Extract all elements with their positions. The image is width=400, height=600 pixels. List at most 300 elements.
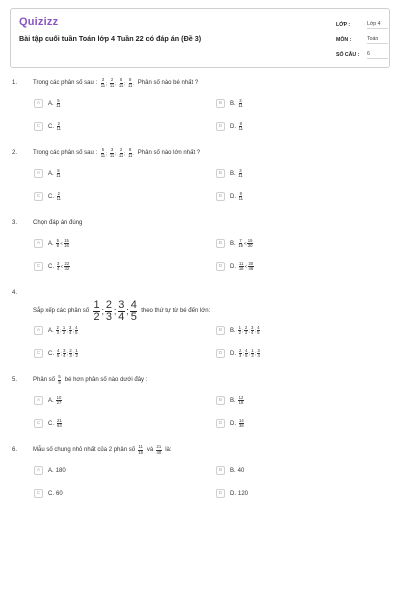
denominator: 63 [56, 423, 62, 429]
fraction [257, 349, 260, 358]
option-a[interactable] [34, 466, 66, 475]
option-label [230, 239, 253, 248]
denominator: 16 [238, 243, 243, 249]
fraction [57, 122, 61, 131]
option-box[interactable]: D [216, 419, 225, 428]
option-letter: A. [48, 240, 54, 247]
option-letter: A. [48, 397, 54, 404]
numerator: 3 [251, 325, 254, 330]
denominator: 9 [58, 379, 61, 385]
denominator: 11 [118, 152, 124, 158]
fraction [238, 99, 242, 108]
option-b[interactable] [216, 466, 244, 475]
question-6 [12, 445, 388, 455]
fraction [251, 326, 254, 335]
numerator: 2 [119, 147, 123, 153]
fraction [110, 78, 114, 87]
fraction [238, 326, 241, 335]
question-number: 6. [12, 447, 18, 453]
denominator: 11 [238, 126, 243, 132]
denominator: 18 [238, 400, 244, 406]
option-box[interactable]: A [34, 396, 43, 405]
meta-class-value: Lớp 4 [367, 21, 388, 29]
denominator: 40 [156, 449, 162, 455]
denominator: 11 [109, 82, 115, 88]
fraction [118, 300, 125, 323]
denominator: 5 [257, 330, 260, 336]
option-box[interactable]: D [216, 349, 225, 358]
meta-count-row [336, 47, 388, 62]
denominator: 3 [105, 310, 112, 323]
option-letter: C. [48, 123, 54, 130]
option-box[interactable]: C [34, 122, 43, 131]
numerator: 1 [93, 298, 100, 311]
option-box[interactable]: B [216, 99, 225, 108]
option-letter: D. [230, 490, 236, 497]
option-box[interactable]: D [216, 262, 225, 271]
question-number: 4. [12, 290, 18, 296]
numerator: 3 [63, 348, 66, 353]
denominator: 5 [56, 353, 60, 359]
numerator: 5 [57, 98, 60, 103]
denominator: 30 [247, 243, 253, 249]
fraction [56, 396, 61, 405]
option-label: A. $\frac{2}{3}$ ; $\frac{1}{2}$ ; $\frac{3}{4}$ ; $\frac{4}{5}$ [48, 325, 78, 336]
relation: < [244, 264, 248, 270]
denominator: 11 [127, 152, 133, 158]
numerator: 8 [239, 121, 242, 126]
fraction [247, 239, 252, 248]
numerator: 1 [75, 348, 78, 353]
numerator: 3 [118, 298, 125, 311]
option-letter: B. [230, 170, 236, 177]
numerator: 5 [119, 77, 123, 83]
option-letter: B. [230, 327, 236, 334]
fraction [57, 419, 62, 428]
fraction [69, 326, 72, 335]
numerator: 21 [156, 444, 162, 450]
option-box[interactable]: C [34, 349, 43, 358]
fraction [239, 419, 244, 428]
option-label [230, 169, 243, 178]
option-label [230, 396, 244, 405]
fraction [93, 300, 100, 323]
option-d[interactable] [216, 349, 261, 358]
denominator: 11 [109, 152, 115, 158]
denominator: 3 [238, 353, 242, 359]
option-label [230, 262, 254, 271]
option-letter: D. [230, 193, 236, 200]
fraction [128, 78, 132, 87]
option-box[interactable]: C [34, 192, 43, 201]
numerator: 3 [69, 325, 72, 330]
numerator: 3 [56, 261, 60, 266]
numerator: 30 [248, 261, 254, 266]
option-d[interactable] [216, 192, 244, 201]
option-letter: D. [230, 263, 236, 270]
meta-subject-row [336, 32, 388, 47]
question-1 [12, 78, 388, 88]
denominator: 5 [245, 353, 248, 359]
option-value: 40 [237, 467, 245, 474]
option-c[interactable] [34, 489, 63, 498]
option-label: D. $\frac{2}{3}$ ; $\frac{4}{5}$ ; $\frac{1}{2}$ ; $\frac{3}{4}$ [230, 348, 260, 359]
option-d[interactable] [216, 419, 245, 428]
worksheet-header [10, 8, 390, 68]
denominator: 16 [64, 243, 69, 249]
numerator: 8 [128, 77, 132, 83]
option-label [48, 122, 62, 131]
fraction [244, 326, 247, 335]
option-letter: C. [48, 263, 54, 270]
fraction [64, 262, 69, 271]
option-label [230, 468, 244, 474]
fraction-list: $\frac{1}{2}$ ; $\frac{2}{3}$ ; $\frac{3}{4}$ ; $\frac{4}{5}$ [93, 298, 137, 323]
numerator: 3 [101, 77, 105, 83]
worksheet-title: Bài tập cuối tuần Toán lớp 4 Tuần 22 có đáp án (Đề 3) [19, 34, 202, 43]
denominator: 11 [238, 103, 243, 109]
denominator: 27 [56, 400, 62, 406]
option-label [48, 99, 61, 108]
fraction [63, 349, 66, 358]
denominator: 11 [56, 103, 61, 109]
option-c[interactable] [34, 349, 79, 358]
numerator: 4 [257, 325, 260, 330]
denominator: 2 [238, 330, 241, 336]
fraction [101, 78, 105, 87]
option-letter: D. [230, 420, 236, 427]
question-text-before: Mẫu số chung nhỏ nhất của 2 phân số [33, 447, 136, 453]
fraction [75, 326, 78, 335]
question-text-mid: và [146, 447, 154, 453]
question-text: Chọn đáp án đúng [33, 220, 83, 226]
numerator: 4 [245, 348, 248, 353]
numerator: 5 [58, 374, 61, 380]
fraction [58, 375, 61, 384]
fraction [138, 445, 143, 454]
option-letter: B. [230, 100, 236, 107]
option-label [230, 122, 244, 131]
meta-count-value: 6 [367, 51, 388, 59]
numerator: 2 [238, 348, 242, 353]
worksheet-meta [336, 17, 388, 62]
fraction [69, 349, 72, 358]
option-label [48, 262, 70, 271]
question-text [33, 445, 172, 454]
denominator: 11 [238, 173, 243, 179]
option-label [48, 419, 63, 428]
numerator: 14 [238, 418, 244, 423]
option-letter: C. [48, 193, 54, 200]
numerator: 11 [238, 261, 244, 266]
denominator: 32 [64, 266, 70, 272]
option-box[interactable]: D [216, 192, 225, 201]
numerator: 2 [110, 77, 114, 83]
numerator: 21 [56, 418, 62, 423]
fraction [56, 99, 60, 108]
denominator: 2 [93, 310, 100, 323]
meta-count-label: SỐ CÂU : [336, 51, 360, 58]
fraction [238, 239, 243, 248]
numerator: 4 [130, 298, 137, 311]
option-box[interactable]: C [34, 262, 43, 271]
option-label [230, 192, 244, 201]
fraction [101, 148, 105, 157]
question-text-before: Trong các phân số sau : [33, 80, 98, 86]
fraction-list: $\frac{3}{11}$ ; $\frac{2}{11}$ ; $\frac{5}{11}$ ; $\frac{8}{11}$ . [100, 77, 135, 88]
denominator: 3 [69, 353, 72, 359]
fraction [130, 300, 137, 323]
option-box[interactable]: C [34, 419, 43, 428]
numerator: 4 [75, 325, 78, 330]
option-c[interactable] [34, 262, 70, 271]
option-box[interactable]: B [216, 466, 225, 475]
question-2 [12, 148, 388, 158]
option-c[interactable] [34, 419, 63, 428]
option-a[interactable] [34, 239, 70, 248]
fraction [251, 349, 254, 358]
numerator: 8 [128, 147, 132, 153]
numerator: 2 [57, 191, 60, 196]
fraction [257, 326, 260, 335]
option-letter: C. [48, 420, 54, 427]
denominator: 11 [127, 82, 133, 88]
fraction [239, 262, 244, 271]
denominator: 5 [75, 330, 78, 336]
denominator: 11 [118, 82, 124, 88]
numerator: 7 [239, 238, 242, 243]
fraction [75, 349, 78, 358]
numerator: 8 [239, 191, 242, 196]
option-value: 60 [56, 490, 63, 497]
denominator: 11 [56, 126, 61, 132]
numerator: 3 [239, 98, 242, 103]
option-box[interactable]: B [216, 326, 225, 335]
relation: < [60, 241, 63, 247]
numerator: 12 [238, 395, 244, 400]
fraction [110, 148, 114, 157]
fraction [245, 349, 248, 358]
numerator: 2 [56, 325, 59, 330]
denominator: 16 [138, 449, 143, 455]
option-box[interactable]: B [216, 169, 225, 178]
numerator: 15 [247, 238, 253, 243]
denominator: 11 [100, 82, 106, 88]
fraction [248, 262, 253, 271]
numerator: 1 [238, 325, 241, 330]
option-c[interactable] [34, 192, 62, 201]
numerator: 15 [64, 238, 69, 243]
option-label [230, 99, 243, 108]
question-number: 2. [12, 150, 18, 156]
option-b[interactable] [216, 169, 243, 178]
question-number: 3. [12, 220, 18, 226]
option-d[interactable] [216, 122, 244, 131]
question-text [33, 375, 147, 384]
option-label [48, 491, 63, 497]
denominator: 16 [238, 266, 244, 272]
fraction [156, 445, 161, 454]
fraction [128, 148, 132, 157]
option-letter: A. [48, 467, 54, 474]
fraction [105, 300, 112, 323]
fraction [62, 326, 65, 335]
fraction [239, 122, 243, 131]
denominator: 36 [238, 423, 244, 429]
question-text [33, 148, 200, 157]
denominator: 8 [56, 243, 59, 249]
option-label [48, 239, 70, 248]
numerator: 5 [101, 147, 105, 153]
numerator: 2 [69, 348, 72, 353]
numerator: 22 [64, 261, 70, 266]
denominator: 4 [63, 353, 66, 359]
denominator: 4 [251, 330, 254, 336]
option-letter: C. [48, 350, 54, 357]
fraction [239, 192, 243, 201]
option-value: 120 [238, 490, 249, 497]
option-label: C. $\frac{4}{5}$ ; $\frac{3}{4}$ ; $\frac{2}{3}$ ; $\frac{1}{2}$ [48, 348, 78, 359]
denominator: 11 [100, 152, 106, 158]
question-text-after: Phân số nào bé nhất ? [137, 80, 199, 86]
question-text-before: Trong các phân số sau : [33, 150, 98, 156]
option-c[interactable] [34, 122, 62, 131]
denominator: 4 [257, 353, 260, 359]
option-box[interactable]: B [216, 396, 225, 405]
option-label [230, 419, 245, 428]
option-a[interactable] [34, 99, 61, 108]
denominator: 11 [56, 196, 61, 202]
fraction [57, 349, 60, 358]
option-label: B. $\frac{1}{2}$ ; $\frac{2}{3}$ ; $\frac{3}{4}$ ; $\frac{4}{5}$ [230, 325, 260, 336]
option-box[interactable]: A [34, 466, 43, 475]
option-box[interactable]: A [34, 326, 43, 335]
option-letter: B. [230, 397, 236, 404]
question-text-after: Phân số nào lớn nhất ? [137, 150, 201, 156]
quizizz-logo: Quizizz [19, 16, 59, 28]
numerator: 11 [138, 444, 143, 450]
option-letter: A. [48, 327, 54, 334]
question-text [33, 78, 198, 87]
option-b[interactable] [216, 239, 253, 248]
denominator: 2 [75, 353, 78, 359]
option-letter: D. [230, 350, 236, 357]
question-text-after: là: [165, 447, 172, 453]
numerator: 4 [56, 348, 60, 353]
denominator: 5 [130, 310, 137, 323]
denominator: 48 [248, 266, 254, 272]
option-letter: C. [48, 490, 54, 497]
option-d[interactable] [216, 489, 248, 498]
numerator: 5 [57, 168, 60, 173]
option-b[interactable] [216, 396, 244, 405]
question-text [33, 300, 210, 323]
option-box[interactable]: A [34, 99, 43, 108]
question-text-before: Sắp xếp các phân số [33, 308, 90, 314]
denominator: 11 [238, 196, 243, 202]
denominator: 11 [56, 173, 61, 179]
denominator: 4 [118, 310, 125, 323]
option-box[interactable]: D [216, 122, 225, 131]
meta-subject-label: MÔN : [336, 36, 352, 43]
numerator: 1 [62, 325, 66, 330]
fraction [119, 148, 123, 157]
option-box[interactable]: B [216, 239, 225, 248]
option-label [230, 491, 248, 497]
numerator: 1 [251, 348, 254, 353]
numerator: 10 [56, 395, 62, 400]
denominator: 2 [62, 330, 66, 336]
option-letter: D. [230, 123, 236, 130]
option-b[interactable] [216, 326, 261, 335]
denominator: 4 [69, 330, 72, 336]
option-letter: A. [48, 100, 54, 107]
option-a[interactable] [34, 396, 62, 405]
option-label [48, 169, 61, 178]
numerator: 3 [110, 147, 114, 153]
question-5 [12, 375, 388, 385]
numerator: 2 [105, 298, 112, 311]
fraction [119, 78, 123, 87]
option-d[interactable] [216, 262, 254, 271]
relation: < [60, 264, 64, 270]
numerator: 5 [56, 238, 59, 243]
question-4 [12, 288, 388, 324]
fraction [56, 326, 59, 335]
option-a[interactable] [34, 326, 79, 335]
numerator: 3 [239, 168, 242, 173]
fraction [238, 169, 242, 178]
option-a[interactable] [34, 169, 61, 178]
numerator: 3 [257, 348, 260, 353]
fraction [56, 239, 59, 248]
meta-subject-value: Toán [367, 36, 388, 44]
option-letter: B. [230, 240, 236, 247]
fraction-list: $\frac{5}{11}$ ; $\frac{3}{11}$ ; $\frac{2}{11}$ ; $\frac{8}{11}$ . [100, 147, 135, 158]
fraction [64, 239, 69, 248]
question-3 [12, 218, 388, 228]
option-box[interactable]: A [34, 239, 43, 248]
option-letter: A. [48, 170, 54, 177]
question-text-before: Phân số [33, 377, 56, 383]
question-number: 5. [12, 377, 18, 383]
question-text-after: theo thứ tự từ bé đến lớn: [141, 308, 211, 314]
fraction [57, 192, 61, 201]
fraction [57, 262, 60, 271]
fraction [56, 169, 60, 178]
denominator: 4 [56, 266, 60, 272]
denominator: 3 [244, 330, 248, 336]
option-label [48, 468, 66, 474]
option-value: 180 [55, 467, 66, 474]
option-letter: B. [230, 467, 236, 474]
option-b[interactable] [216, 99, 243, 108]
option-box[interactable]: D [216, 489, 225, 498]
relation: < [243, 241, 247, 247]
meta-class-row [336, 17, 388, 32]
denominator: 3 [56, 330, 59, 336]
numerator: 2 [244, 325, 248, 330]
denominator: 2 [251, 353, 254, 359]
option-box[interactable]: A [34, 169, 43, 178]
option-box[interactable]: C [34, 489, 43, 498]
option-label [48, 192, 62, 201]
question-number: 1. [12, 80, 18, 86]
question-text-after: bé hơn phân số nào dưới đây : [64, 377, 148, 383]
fraction [239, 349, 242, 358]
option-label [48, 396, 62, 405]
fraction [238, 396, 243, 405]
